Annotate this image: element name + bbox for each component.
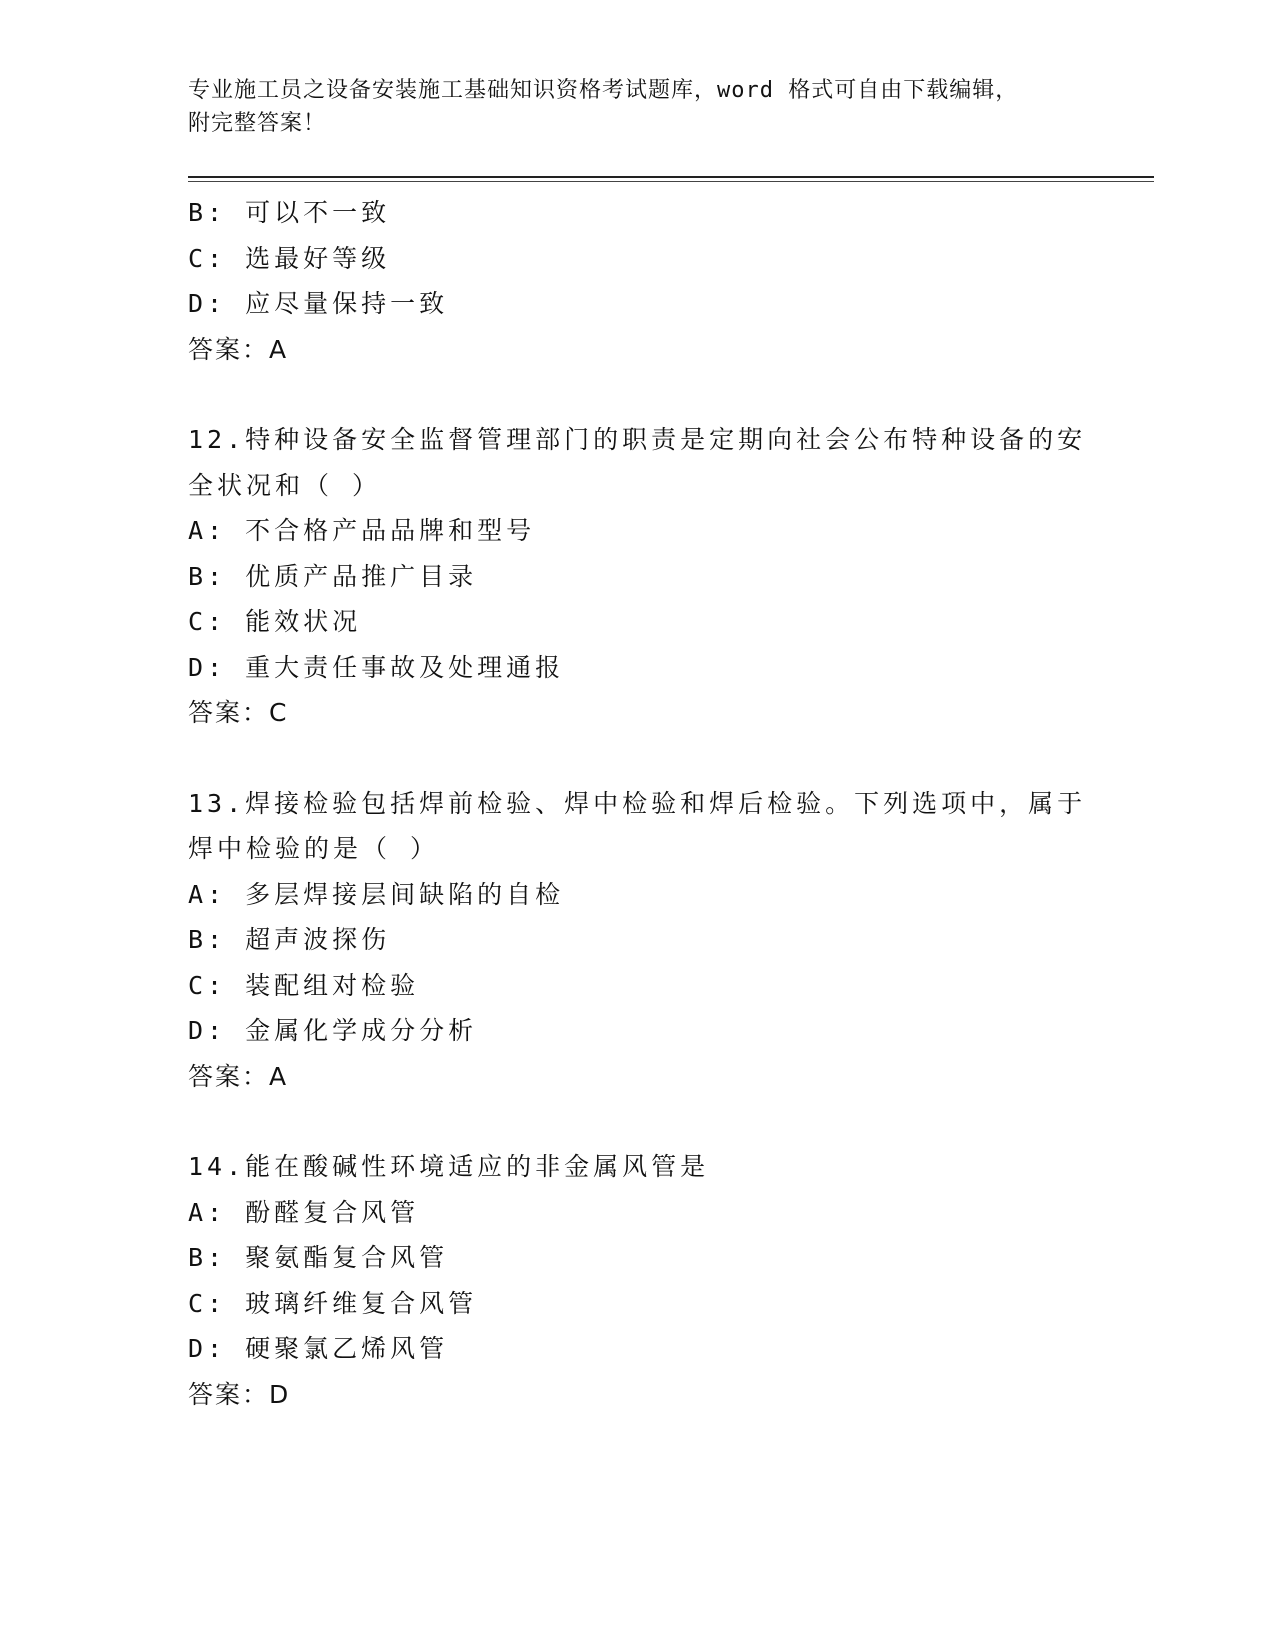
header-rule-thin <box>188 181 1154 182</box>
option-c: C: 装配组对检验 <box>188 970 420 1000</box>
header-line-1: 专业施工员之设备安装施工基础知识资格考试题库，word 格式可自由下载编辑， <box>188 78 1019 103</box>
option-c: C: 能效状况 <box>188 607 362 636</box>
question-13 <box>188 781 1088 1100</box>
option-a: A: 不合格产品品牌和型号 <box>188 516 536 545</box>
question-11 <box>188 190 1088 372</box>
option-c: C: 选最好等级 <box>188 243 391 273</box>
option-d: D: 硬聚氯乙烯风管 <box>188 1334 449 1363</box>
answer: 答案：D <box>188 1379 291 1409</box>
answer: 答案：A <box>188 334 289 364</box>
option-c: C: 玻璃纤维复合风管 <box>188 1288 478 1318</box>
option-b: B: 聚氨酯复合风管 <box>188 1243 449 1272</box>
option-d: D: 应尽量保持一致 <box>188 289 449 318</box>
question-14 <box>188 1144 1088 1417</box>
header-rule-thick <box>188 176 1154 178</box>
spacer <box>188 1099 1088 1144</box>
spacer <box>188 372 1088 417</box>
option-a: A: 多层焊接层间缺陷的自检 <box>188 879 565 909</box>
option-b: B: 优质产品推广目录 <box>188 561 478 591</box>
answer: 答案：C <box>188 698 289 727</box>
question-stem-line-1: 13.焊接检验包括焊前检验、焊中检验和焊后检验。下列选项中，属于 <box>188 788 1087 818</box>
option-a: A: 酚醛复合风管 <box>188 1197 420 1227</box>
option-b: B: 超声波探伤 <box>188 925 391 954</box>
option-d: D: 金属化学成分分析 <box>188 1016 478 1045</box>
spacer <box>188 736 1088 781</box>
question-stem-line-2: 焊中检验的是（ ） <box>188 834 440 863</box>
question-stem-line-2: 全状况和（ ） <box>188 470 382 500</box>
question-stem-line-1: 14.能在酸碱性环境适应的非金属风管是 <box>188 1152 710 1181</box>
option-b: B: 可以不一致 <box>188 198 391 227</box>
answer: 答案：A <box>188 1061 289 1091</box>
option-d: D: 重大责任事故及处理通报 <box>188 652 565 682</box>
header-line-2: 附完整答案！ <box>188 111 327 136</box>
document-header <box>188 74 1068 140</box>
question-stem-line-1: 12.特种设备安全监督管理部门的职责是定期向社会公布特种设备的安 <box>188 425 1087 454</box>
question-12 <box>188 417 1088 736</box>
question-list <box>188 190 1088 1417</box>
